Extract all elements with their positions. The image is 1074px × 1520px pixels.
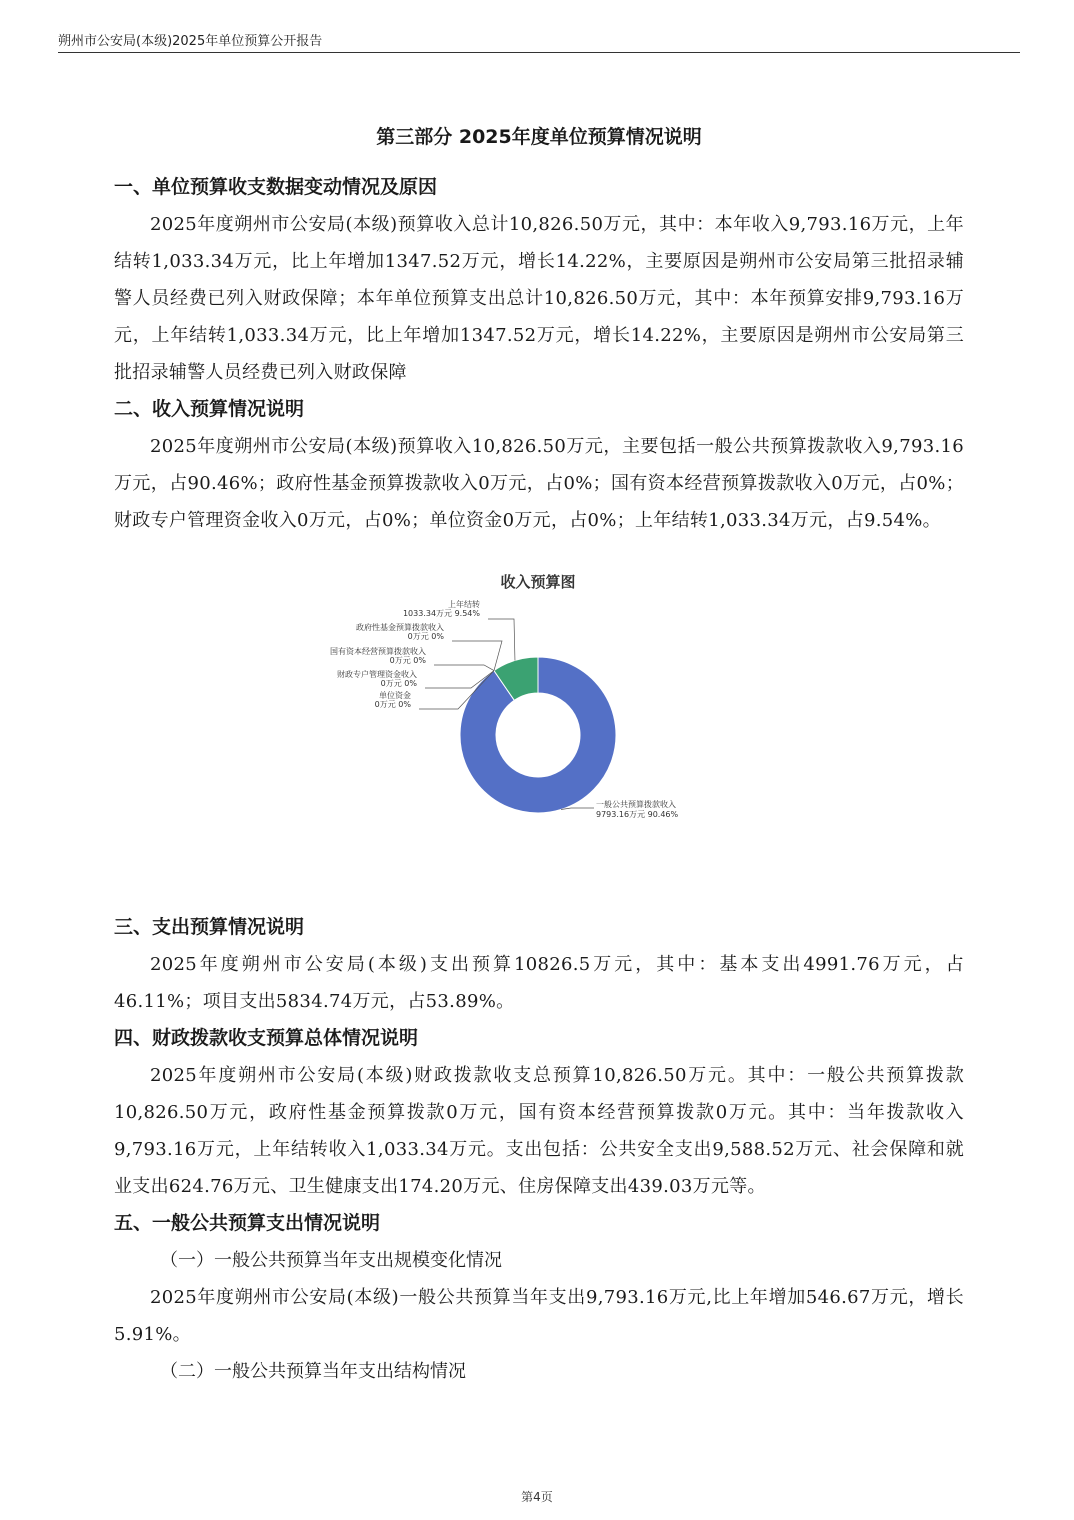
- slice-label-1: 政府性基金预算拨款收入: [356, 623, 444, 632]
- leader-line-5: [488, 619, 515, 660]
- section-paragraph-5: 2025年度朔州市公安局(本级)一般公共预算当年支出9,793.16万元,比上年增加546.67万元，增长5.91%。: [114, 1287, 964, 1345]
- slice-label-4: 单位资金: [379, 691, 411, 700]
- income-chart: [114, 569, 964, 869]
- slice-value-0: 9793.16万元 90.46%: [596, 810, 679, 819]
- header-text: 朔州市公安局(本级)2025年单位预算公开报告: [58, 34, 323, 49]
- section-paragraph-1: 2025年度朔州市公安局(本级)预算收入总计10,826.50万元，其中：本年收入9,793.16万元，上年结转1,033.34万元，比上年增加1347.52万元，增长14.22%，主要原因是朔州市公安局第三批招录辅警人员经费已列入财政保障；本年单位预算支出总计10,826.50万元，其中：本年预算安排9,793.16万元，上年结转1,033.34万元，比上年增加1347.52万元，增长14.22%，主要原因是朔州市公安局第三批招录辅警人员经费已列入财政保障: [114, 214, 964, 383]
- slice-value-4: 0万元 0%: [374, 700, 411, 709]
- section-heading-5: 五、一般公共预算支出情况说明: [114, 1212, 381, 1234]
- page-header: [58, 30, 1020, 53]
- income-donut-chart: [114, 569, 964, 869]
- slice-value-3: 0万元 0%: [380, 679, 417, 688]
- leader-line-1: [452, 641, 502, 671]
- section-heading-1: 一、单位预算收支数据变动情况及原因: [114, 176, 438, 198]
- page-number: 第4页: [521, 1490, 553, 1504]
- section-paragraph-3: 2025年度朔州市公安局(本级)支出预算10826.5万元，其中：基本支出4991.76万元，占46.11%；项目支出5834.74万元，占53.89%。: [114, 954, 964, 1012]
- section-heading-4: 四、财政拨款收支预算总体情况说明: [114, 1027, 419, 1049]
- document-body: [114, 118, 964, 1390]
- slice-value-5: 1033.34万元 9.54%: [402, 609, 480, 618]
- slice-label-2: 国有资本经营预算拨款收入: [330, 647, 426, 656]
- subsection-heading-2: （二）一般公共预算当年支出结构情况: [160, 1361, 466, 1382]
- slice-value-2: 0万元 0%: [389, 656, 426, 665]
- section-paragraph-4: 2025年度朔州市公安局(本级)财政拨款收支总预算10,826.50万元。其中：一般公共预算拨款10,826.50万元，政府性基金预算拨款0万元，国有资本经营预算拨款0万元。其中：当年拨款收入9,793.16万元，上年结转收入1,033.34万元。支出包括：公共安全支出9,588.52万元、社会保障和就业支出624.76万元、卫生健康支出174.20万元、住房保障支出439.03万元等。: [114, 1065, 964, 1197]
- section-heading-2: 二、收入预算情况说明: [114, 398, 305, 420]
- leader-line-2: [434, 665, 494, 671]
- slice-label-5: 上年结转: [448, 600, 480, 609]
- slice-label-3: 财政专户管理资金收入: [337, 670, 417, 679]
- section-paragraph-2: 2025年度朔州市公安局(本级)预算收入10,826.50万元，主要包括一般公共预算拨款收入9,793.16万元，占90.46%；政府性基金预算拨款收入0万元，占0%；国有资本经营预算拨款收入0万元，占0%；财政专户管理资金收入0万元，占0%；单位资金0万元，占0%；上年结转1,033.34万元，占9.54%。: [114, 436, 964, 531]
- chart-title: 收入预算图: [500, 573, 576, 591]
- subsection-heading-1: （一）一般公共预算当年支出规模变化情况: [160, 1250, 502, 1271]
- section-heading-3: 三、支出预算情况说明: [114, 916, 305, 938]
- page-title: 第三部分 2025年度单位预算情况说明: [376, 126, 702, 148]
- slice-value-1: 0万元 0%: [407, 632, 444, 641]
- slice-label-0: 一般公共预算拨款收入: [596, 800, 676, 809]
